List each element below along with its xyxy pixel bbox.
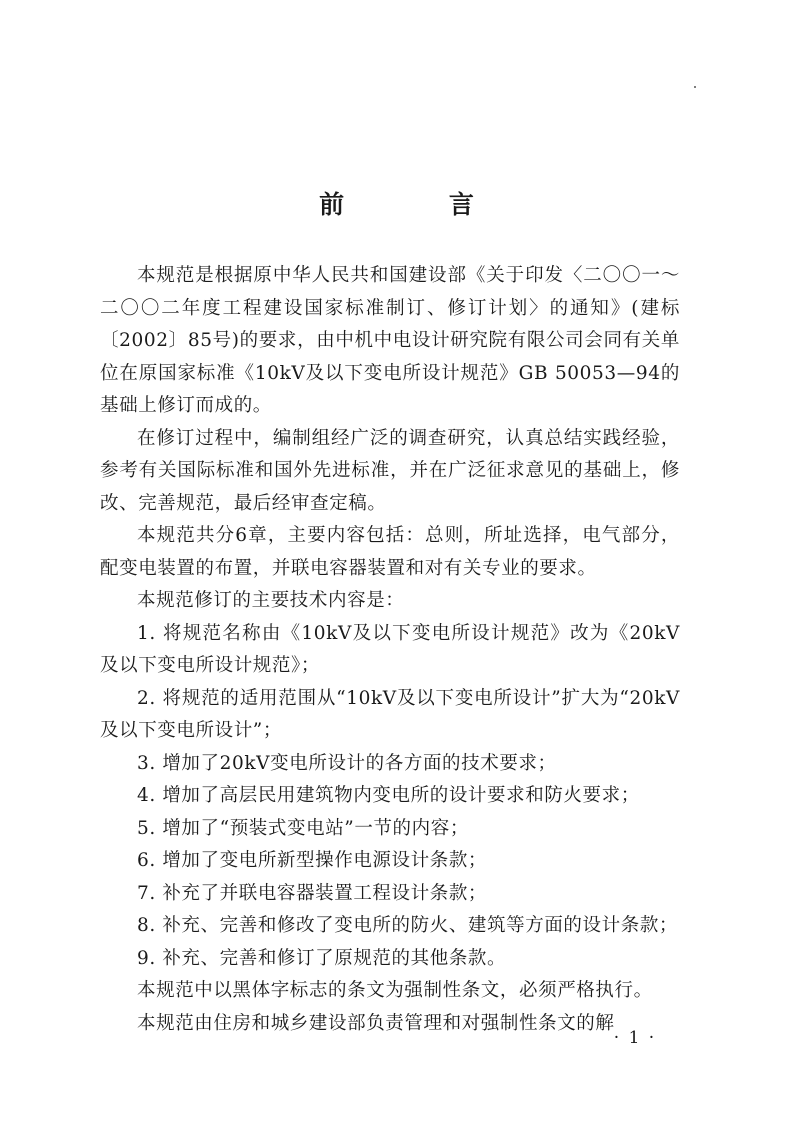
list-item: 5. 增加了“预装式变电站”一节的内容；	[137, 817, 469, 839]
scan-dot	[694, 86, 696, 88]
page-title: 前 言	[319, 189, 522, 219]
list-item: 6. 增加了变电所新型操作电源设计条款；	[137, 850, 488, 871]
list-item: 1. 将规范名称由《10kV及以下变电所设计规范》改为《20kV及以下变电所设计规范》；	[100, 622, 680, 676]
list-item: 3. 增加了20kV变电所设计的各方面的技术要求；	[137, 752, 557, 774]
preface-body	[100, 260, 680, 1040]
list-item: 9. 补充、完善和修订了原规范的其他条款。	[137, 947, 507, 969]
paragraph: 本规范中以黑体字标志的条文为强制性条文，必须严格执行。	[137, 980, 653, 1001]
paragraph: 本规范由住房和城乡建设部负责管理和对强制性条文的解	[137, 1012, 615, 1034]
paragraph: 本规范共分6章，主要内容包括：总则，所址选择，电气部分，配变电装置的布置，并联电容器装置和对有关专业的要求。	[100, 525, 680, 579]
paragraph: 在修订过程中，编制组经广泛的调查研究，认真总结实践经验，参考有关国际标准和国外先进标准，并在广泛征求意见的基础上，修改、完善规范，最后经审查定稿。	[100, 427, 680, 514]
paragraph: 本规范修订的主要技术内容是：	[137, 590, 405, 611]
list-item: 8. 补充、完善和修改了变电所的防火、建筑等方面的设计条款；	[137, 915, 679, 936]
paragraph: 本规范是根据原中华人民共和国建设部《关于印发〈二〇〇一～二〇〇二年度工程建设国家标准制订、修订计划〉的通知》(建标〔2002〕85号)的要求，由中机中电设计研究院有限公司会同有关单位在原国家标准《10kV及以下变电所设计规范》GB 50053—94的基础上修订而成的。	[100, 265, 680, 416]
page-number: · 1 ·	[613, 1028, 657, 1048]
list-item: 7. 补充了并联电容器装置工程设计条款；	[137, 882, 488, 904]
list-item: 2. 将规范的适用范围从“10kV及以下变电所设计”扩大为“20kV及以下变电所设计”；	[100, 687, 680, 741]
list-item: 4. 增加了高层民用建筑物内变电所的设计要求和防火要求；	[137, 785, 640, 806]
